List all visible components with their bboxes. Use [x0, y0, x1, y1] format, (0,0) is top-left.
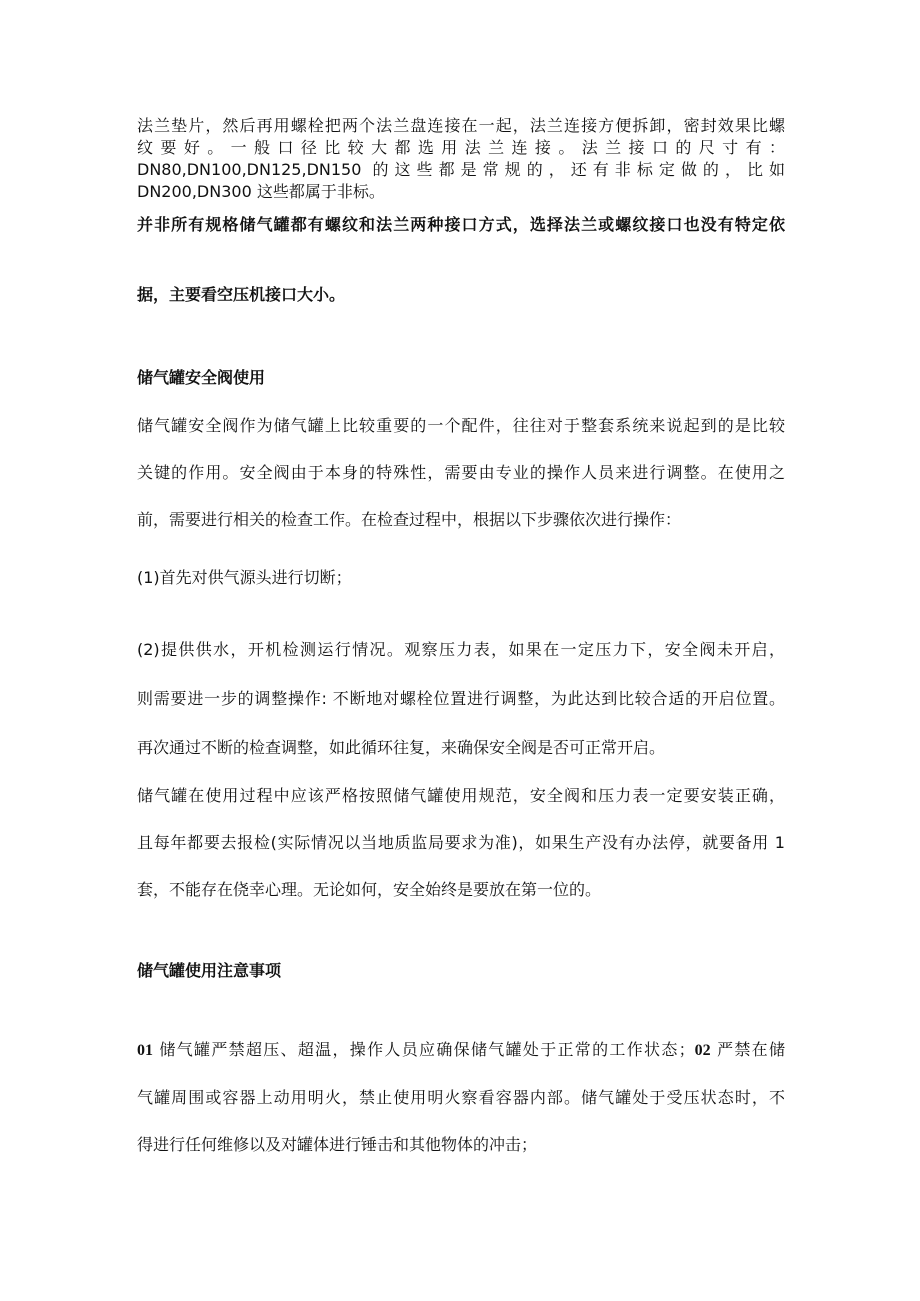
paragraph-safety-valve [137, 402, 785, 543]
text-line: 则需要进一步的调整操作: 不断地对螺栓位置进行调整，为此达到比较合适的开启位置。 [137, 689, 785, 708]
item-number-01: 01 [137, 1042, 153, 1059]
text-line: (2)提供供水，开机检测运行情况。观察压力表，如果在一定压力下，安全阀未开启， [137, 640, 785, 659]
text-line: 并非所有规格储气罐都有螺纹和法兰两种接口方式，选择法兰或螺纹接口也没有特定依 [137, 215, 785, 234]
text-line: 储气罐安全阀作为储气罐上比较重要的一个配件，往往对于整套系统来说起到的是比较 [137, 416, 785, 435]
section-heading-safety-valve: 储气罐安全阀使用 [137, 368, 266, 387]
step-2 [137, 625, 785, 772]
text-line: (1)首先对供气源头进行切断； [137, 568, 352, 587]
paragraph-usage [137, 772, 785, 913]
text-line: 关键的作用。安全阀由于本身的特殊性，需要由专业的操作人员来进行调整。在使用之 [137, 463, 785, 482]
text-line: 前，需要进行相关的检查工作。在检查过程中，根据以下步骤依次进行操作： [137, 510, 682, 529]
item-text-02: 严禁在储 [710, 1040, 785, 1059]
item-number-02: 02 [694, 1042, 711, 1059]
text-line: 且每年都要去报检(实际情况以当地质监局要求为准)，如果生产没有办法停，就要备用 1 [137, 833, 785, 852]
text-line: 气罐周围或容器上动用明火，禁止使用明火察看容器内部。储气罐处于受压状态时，不 [137, 1088, 785, 1107]
text-line: DN200,DN300 这些都属于非标。 [137, 182, 385, 201]
paragraph-interface-types [137, 214, 785, 306]
step-1 [137, 567, 785, 589]
text-line: 得进行任何维修以及对罐体进行锤击和其他物体的冲击； [137, 1135, 538, 1154]
text-line: DN80,DN100,DN125,DN150 的这些都是常规的，还有非标定做的，比如 [137, 160, 785, 179]
item-text-01: 储气罐严禁超压、超温，操作人员应确保储气罐处于正常的工作状态； [153, 1040, 695, 1059]
text-line: 纹要好。一般口径比较大都选用法兰连接。法兰接口的尺寸有： [137, 138, 785, 157]
text-line [137, 1026, 785, 1074]
paragraph-flange-connection [137, 115, 785, 203]
text-line: 再次通过不断的检查调整，如此循环往复，来确保安全阀是否可正常开启。 [137, 738, 666, 757]
text-line: 据，主要看空压机接口大小。 [137, 285, 346, 304]
paragraph-precautions [137, 1026, 785, 1168]
text-line: 套，不能存在侥幸心理。无论如何，安全始终是要放在第一位的。 [137, 880, 602, 899]
text-line: 法兰垫片，然后再用螺栓把两个法兰盘连接在一起，法兰连接方便拆卸，密封效果比螺 [137, 116, 785, 135]
section-heading-precautions: 储气罐使用注意事项 [137, 961, 282, 980]
text-line: 储气罐在使用过程中应该严格按照储气罐使用规范，安全阀和压力表一定要安装正确， [137, 786, 785, 805]
